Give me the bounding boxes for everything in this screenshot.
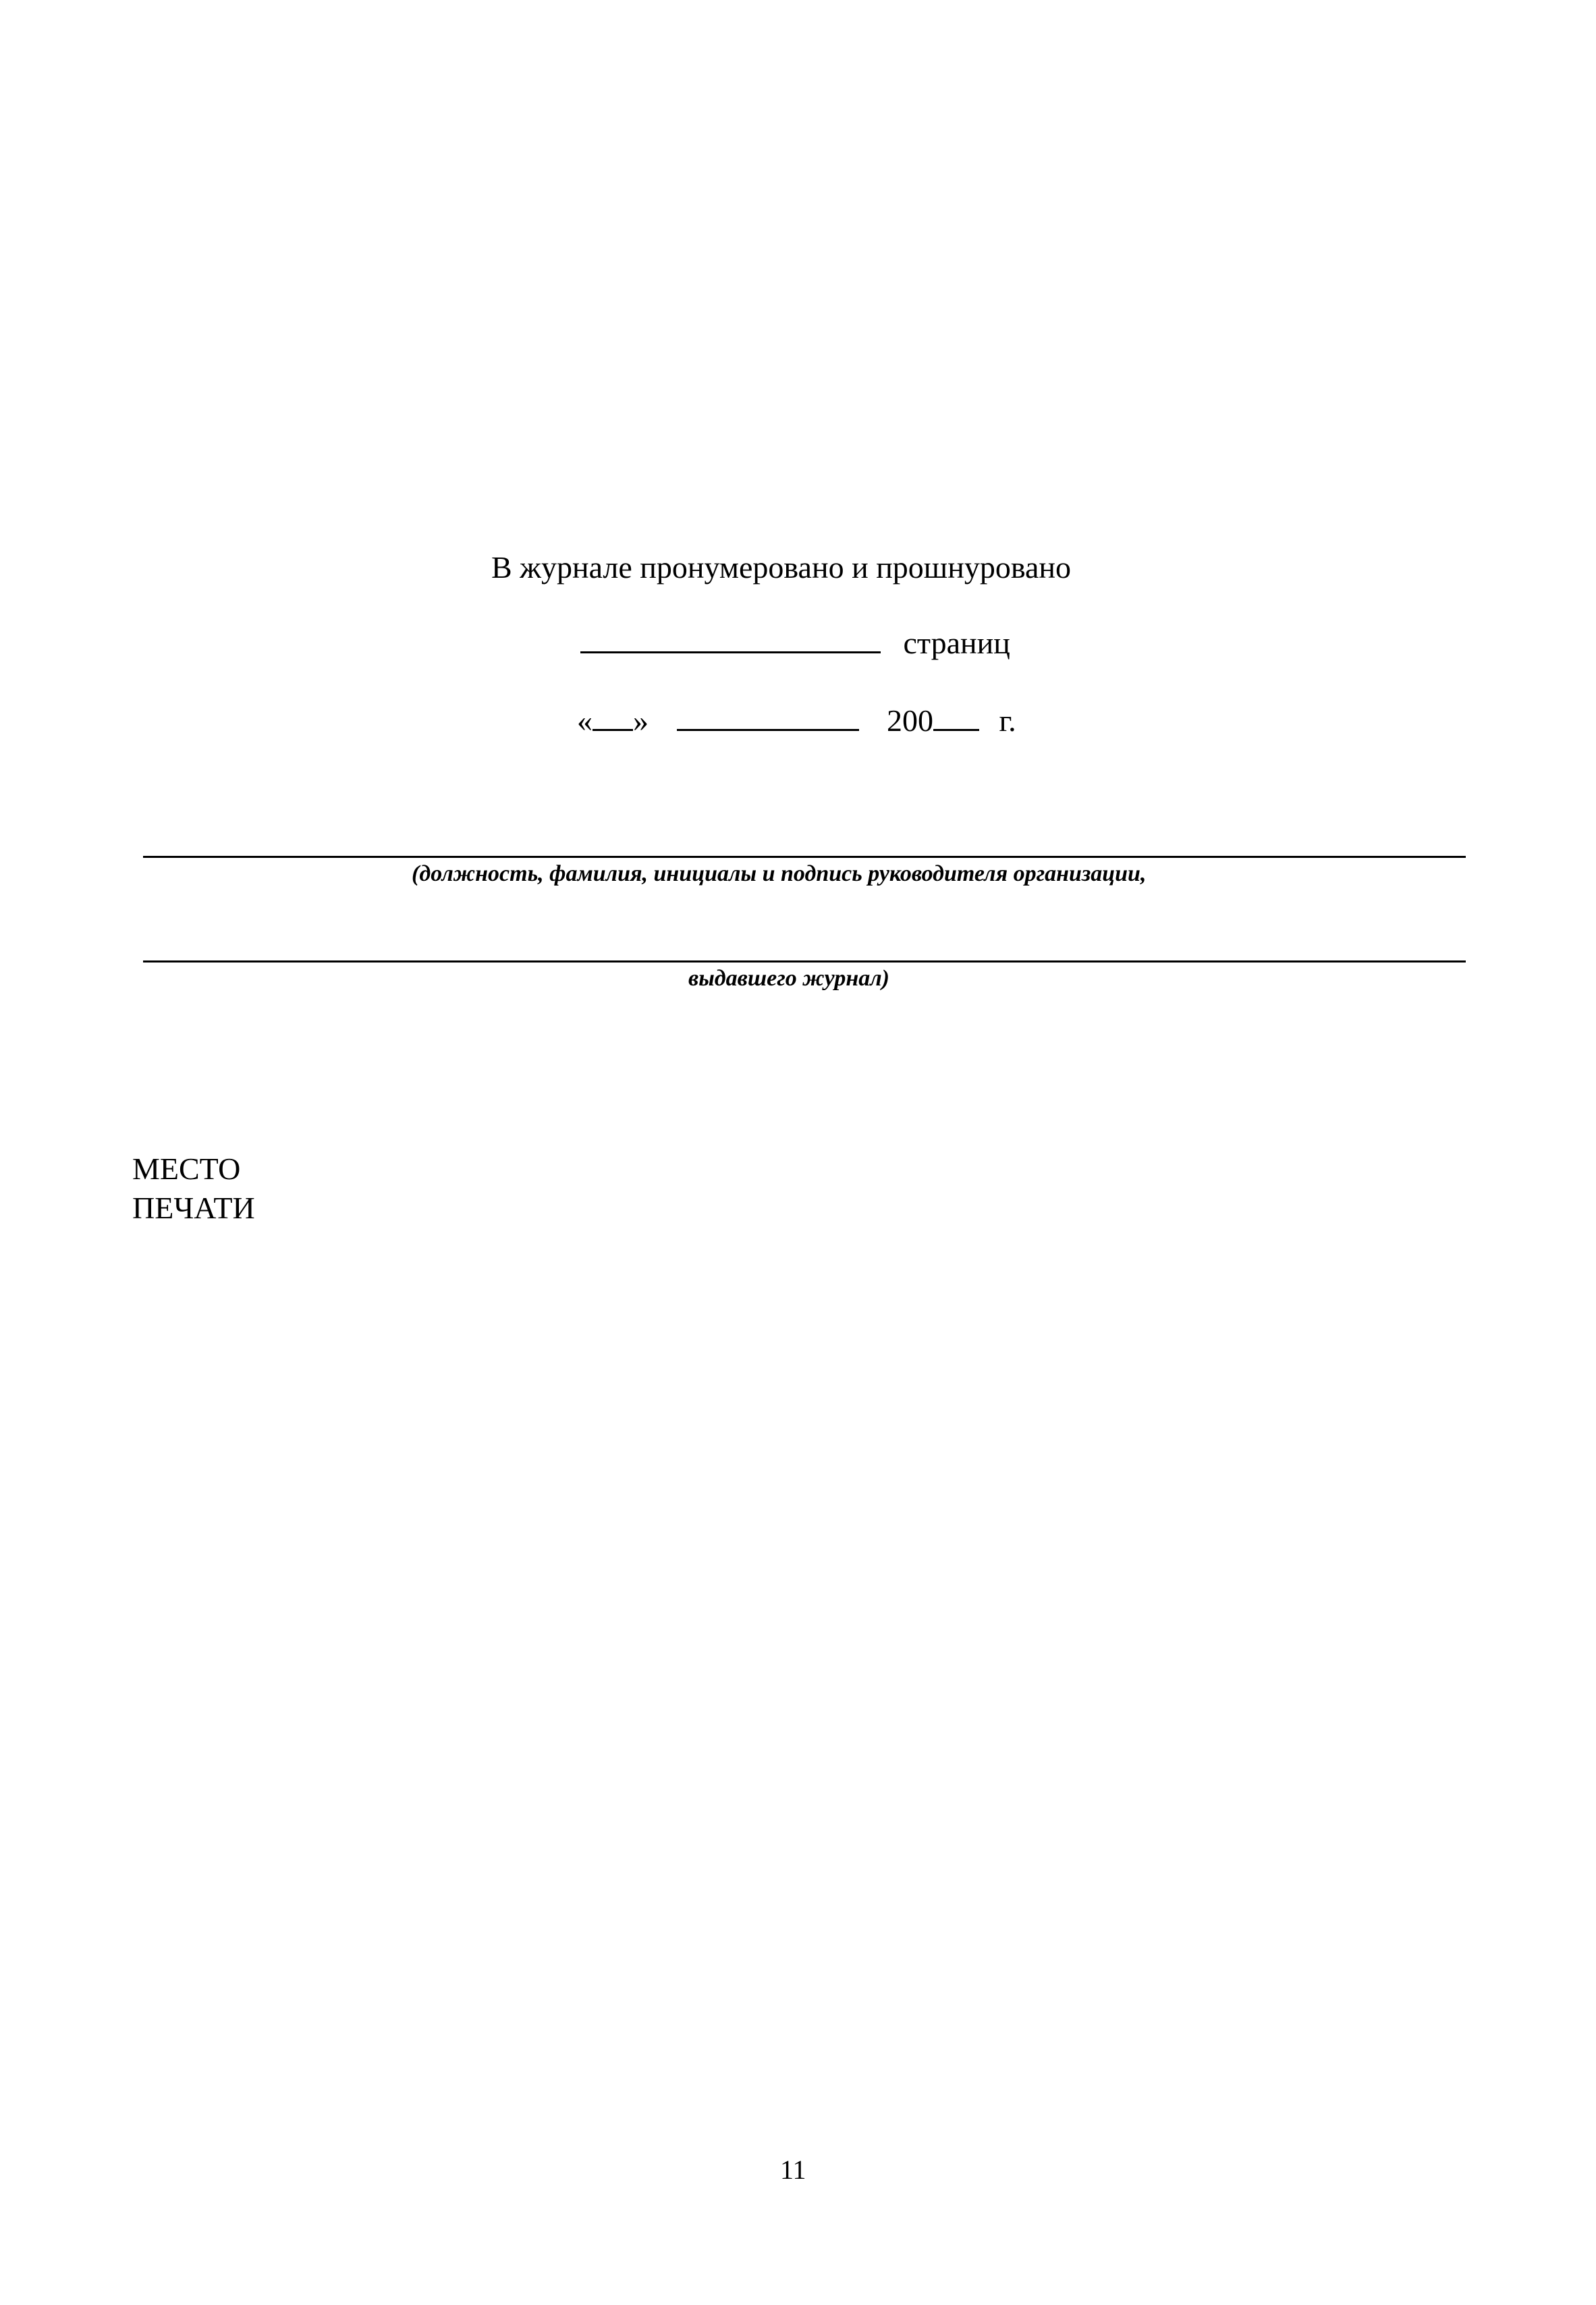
year-blank[interactable] (933, 728, 979, 731)
signature-caption-1: (должность, фамилия, инициалы и подпись руководителя организации, (412, 861, 1147, 886)
pages-count-row (580, 628, 1010, 659)
stamp-line-1: МЕСТО (132, 1151, 241, 1186)
month-blank[interactable] (677, 728, 859, 731)
page-number: 11 (780, 2154, 806, 2185)
date-row (577, 705, 1016, 736)
signature-line-1[interactable] (143, 856, 1466, 858)
journal-statement: В журнале пронумеровано и прошнуровано (491, 550, 1071, 585)
stamp-line-2: ПЕЧАТИ (132, 1191, 255, 1225)
close-quote: » (633, 703, 649, 738)
pages-count-blank[interactable] (580, 651, 881, 653)
day-blank[interactable] (593, 728, 633, 731)
year-suffix: г. (999, 703, 1016, 738)
signature-line-2[interactable] (143, 960, 1466, 962)
signature-caption-2: выдавшего журнал) (688, 966, 889, 991)
pages-word: страниц (903, 626, 1010, 660)
year-prefix: 200 (887, 703, 933, 738)
open-quote: « (577, 703, 593, 738)
stamp-placeholder (132, 1149, 255, 1228)
